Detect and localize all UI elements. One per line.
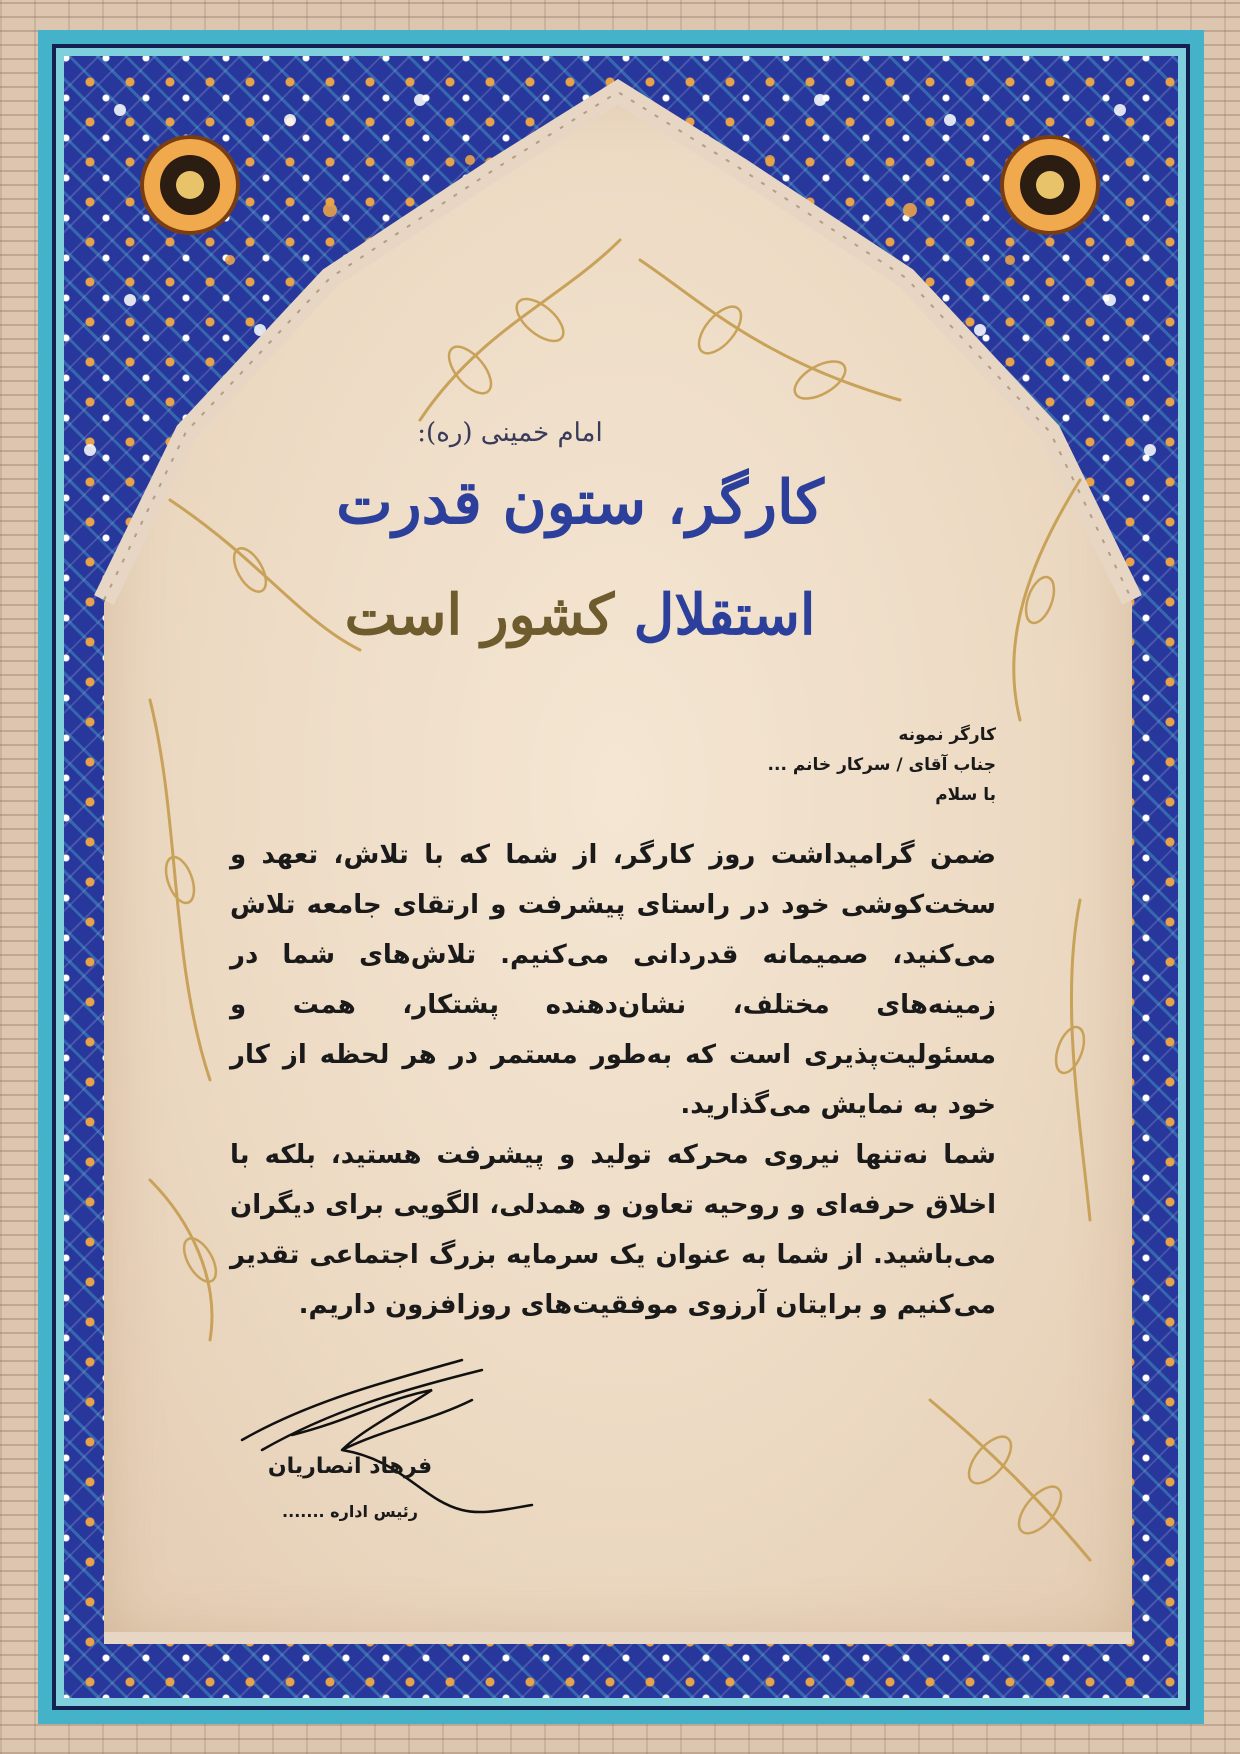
quote-attribution: امام خمینی (ره): [417, 418, 603, 448]
salutation-block [396, 720, 996, 810]
letter-body [230, 830, 996, 1330]
right-rosette-icon [1002, 137, 1098, 233]
salutation-line-3: با سلام [935, 785, 996, 805]
signer-title: رئیس اداره ....... [282, 1502, 418, 1521]
salutation-line-2: جناب آقای / سرکار خانم ... [767, 755, 996, 775]
title-line-1: کارگر، ستون قدرت [336, 468, 824, 538]
body-paragraph-2: شما نه‌تنها نیروی محرکه تولید و پیشرفت هستید، بلکه با اخلاق حرفه‌ای و روحیه تعاون و همدلی، الگویی برای دیگران می‌باشید. از شما به عنوان یک سرمایه بزرگ اجتماعی تقدیر می‌کنیم و برایتان آرزوی موفقیت‌های روزافزون داریم. [230, 1140, 996, 1320]
title-line-2-part-a: استقلال [633, 582, 816, 648]
body-paragraph-1: ضمن گرامیداشت روز کارگر، از شما که با تلاش، تعهد و سخت‌کوشی خود در راستای پیشرفت و ارتقای جامعه تلاش می‌کنید، صمیمانه قدردانی می‌کنیم. تلاش‌های شما در زمینه‌های مختلف، نشان‌دهنده پشتکار، همت و مسئولیت‌پذیری است که به‌طور مستمر در هر لحظه از کار خود به نمایش می‌گذارید. [230, 840, 996, 1120]
signer-name: فرهاد انصاریان [267, 1454, 433, 1479]
left-rosette-icon [142, 137, 238, 233]
salutation-line-1: کارگر نمونه [898, 725, 996, 745]
title-line-2 [300, 582, 860, 648]
title-line-2-part-b: کشور است [344, 582, 615, 648]
